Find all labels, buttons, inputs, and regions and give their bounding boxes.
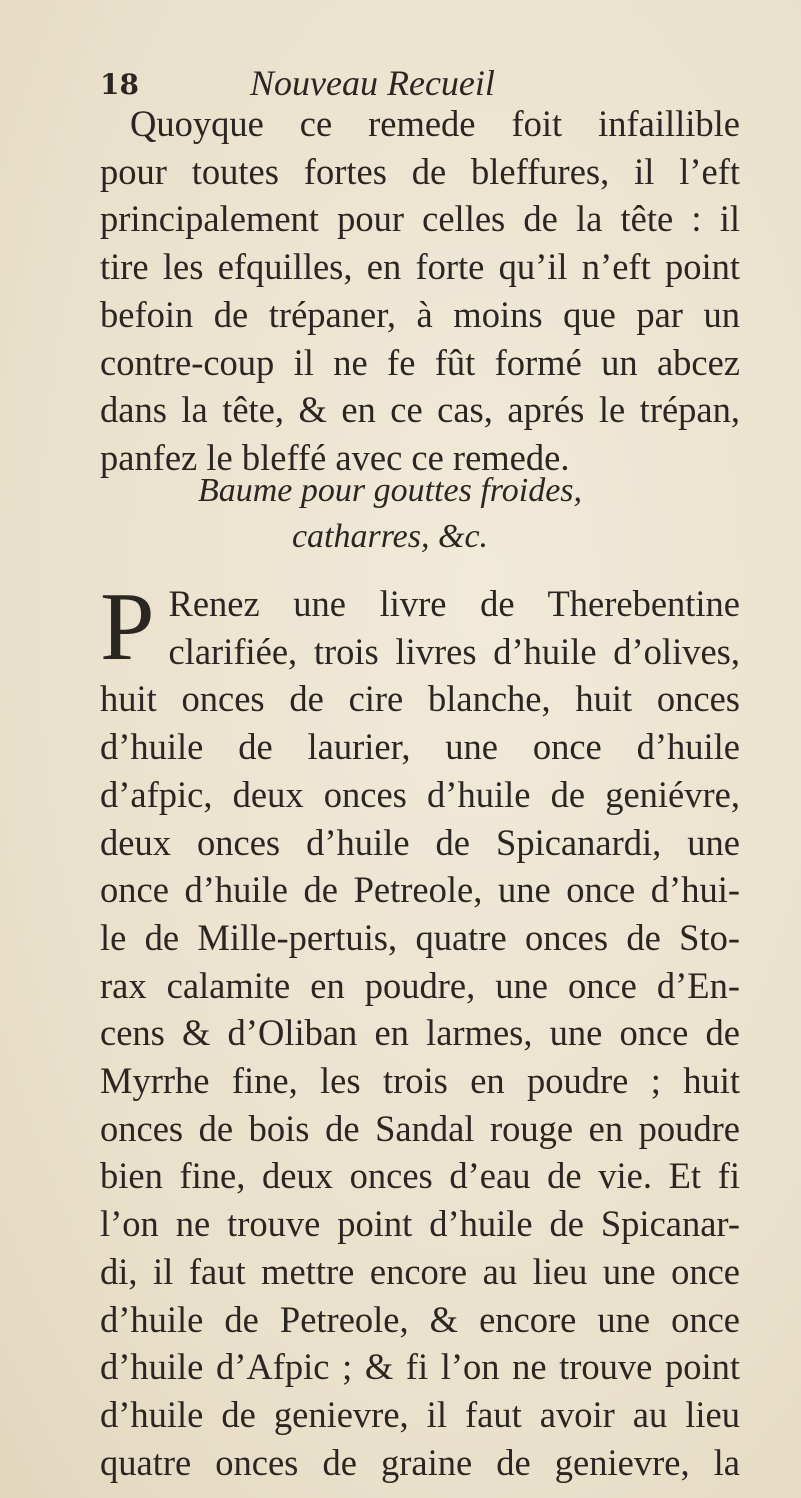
text-line: once d’huile de Petreole, une once d’hui-	[100, 869, 740, 911]
text-line: quatre onces de graine de genievre, la	[100, 1441, 740, 1483]
page-number: 18	[100, 68, 139, 101]
text-line: bien fine, deux onces d’eau de vie. Et fi	[100, 1155, 740, 1197]
text-line: contre-coup il ne fe fût formé un abcez	[100, 341, 740, 383]
text-line: d’huile de laurier, une once d’huile	[100, 726, 740, 768]
text-line: le de Mille-pertuis, quatre onces de Sto-	[100, 916, 740, 958]
drop-cap: P	[100, 573, 155, 681]
section-heading	[100, 468, 680, 560]
text-line: d’afpic, deux onces d’huile de geniévre,	[100, 773, 740, 815]
text-line: panfez le bleffé avec ce remede.	[100, 436, 570, 478]
text-line: rax calamite en poudre, une once d’En-	[100, 964, 740, 1006]
text-line: onces de bois de Sandal rouge en poudre	[100, 1107, 740, 1149]
text-line: l’on ne trouve point d’huile de Spicanar-	[100, 1203, 740, 1245]
text-line: cens & d’Oliban en larmes, une once de	[100, 1012, 740, 1054]
text-line: d’huile de Petreole, & encore une once	[100, 1298, 740, 1340]
text-line: d’huile d’Afpic ; & fi l’on ne trouve point	[100, 1346, 740, 1388]
text-line: Quoyque ce remede foit infaillible	[130, 103, 740, 144]
text-line: clarifiée, trois livres d’huile d’olives,	[168, 630, 740, 672]
running-title: Nouveau Recueil	[250, 63, 495, 103]
text-line: deux onces d’huile de Spicanardi, une	[100, 821, 740, 863]
paragraph-wound-remedy	[100, 100, 740, 482]
text-line: tire les efquilles, en forte qu’il n’eft point	[100, 246, 740, 288]
text-line: befoin de trépaner, à moins que par un	[100, 293, 740, 335]
section-heading-line: catharres, &c.	[291, 518, 489, 555]
text-line: d’huile de genievre, il faut avoir au lieu	[100, 1393, 740, 1435]
text-line: Myrrhe fine, les trois en poudre ; huit	[100, 1060, 740, 1102]
paragraph-balm-recipe	[100, 573, 740, 1486]
text-line: dans la tête, & en ce cas, aprés le trépan,	[100, 389, 740, 431]
text-line: di, il faut mettre encore au lieu une once	[100, 1250, 740, 1292]
section-heading-line: Baume pour gouttes froides,	[197, 472, 583, 509]
text-line: huit onces de cire blanche, huit onces	[100, 678, 740, 720]
text-line: principalement pour celles de la tête : il	[100, 198, 740, 240]
text-line: Renez une livre de Therebentine	[168, 583, 740, 624]
text-line: pour toutes fortes de bleffures, il l’eft	[100, 150, 740, 192]
